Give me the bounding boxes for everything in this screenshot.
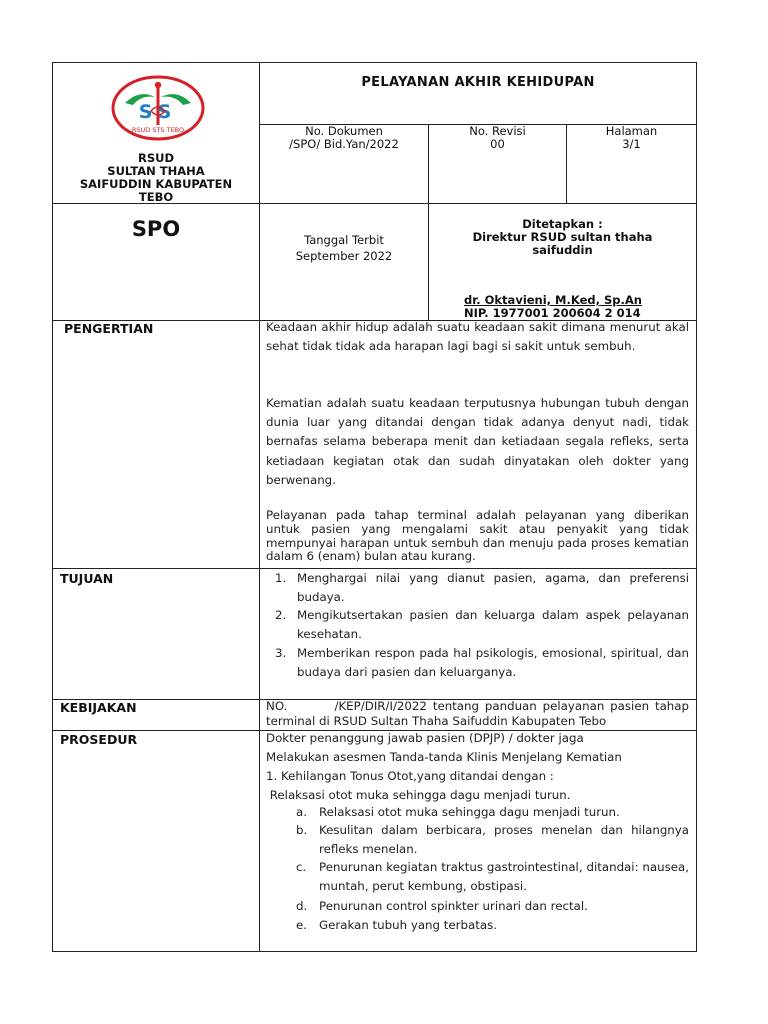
tujuan-item-3-number: 3. xyxy=(275,646,287,660)
tujuan-label: TUJUAN xyxy=(60,571,114,586)
prosedur-line-3: 1. Kehilangan Tonus Otot,yang ditandai dengan : xyxy=(266,769,554,783)
prosedur-item-e-text: Gerakan tubuh yang terbatas. xyxy=(319,918,497,932)
prosedur-label: PROSEDUR xyxy=(60,732,138,747)
prosedur-line-2: Melakukan asesmen Tanda-tanda Klinis Menjelang Kematian xyxy=(266,750,622,764)
prosedur-item-e-letter: e. xyxy=(296,918,308,932)
kebijakan-text: NO. /KEP/DIR/I/2022 tentang panduan pelayanan pasien tahap terminal di RSUD Sultan Thaha Saifuddin Kabupaten Tebo xyxy=(266,699,693,728)
tanggal-terbit-label: Tanggal Terbit xyxy=(304,233,384,247)
prosedur-item-b xyxy=(296,821,689,859)
hospital-name xyxy=(53,152,259,204)
no-dokumen-label: No. Dokumen xyxy=(305,124,383,138)
spo-label: SPO xyxy=(131,217,181,241)
hospital-name-line-1: RSUD xyxy=(137,151,175,165)
no-revisi-cell xyxy=(429,125,566,151)
pengertian-para-3: Pelayanan pada tahap terminal adalah pelayanan yang diberikan untuk pasien yang mengalami sakit atau penyakit yang tidak mempunyai harapan untuk sembuh dan menuju pada proses kematian dalam 6 (enam) bulan atau kurang. xyxy=(266,508,689,564)
prosedur-item-c xyxy=(296,858,689,896)
prosedur-item-d-text: Penurunan control spinkter urinari dan rectal. xyxy=(319,899,588,913)
signer-block xyxy=(464,294,694,319)
kebijakan-label: KEBIJAKAN xyxy=(60,700,137,715)
tujuan-item-2-text: Mengikutsertakan pasien dan keluarga dalam aspek pelayanan kesehatan. xyxy=(297,608,689,641)
tujuan-item-1-number: 1. xyxy=(275,571,287,585)
prosedur-item-a xyxy=(296,803,689,822)
prosedur-item-b-letter: b. xyxy=(296,823,308,837)
no-dokumen-value: /SPO/ Bid.Yan/2022 xyxy=(289,137,399,151)
document-title: PELAYANAN AKHIR KEHIDUPAN xyxy=(361,75,595,90)
pengertian-label: PENGERTIAN xyxy=(64,321,154,336)
prosedur-item-d xyxy=(296,897,689,916)
tujuan-item-3-text: Memberikan respon pada hal psikologis, emosional, spiritual, dan budaya dari pasien dan keluarganya. xyxy=(297,646,689,679)
prosedur-item-d-letter: d. xyxy=(296,899,308,913)
pengertian-para-1: Keadaan akhir hidup adalah suatu keadaan sakit dimana menurut akal sehat tidak tidak ada harapan lagi bagi si sakit untuk sembuh. xyxy=(266,320,689,354)
prosedur-line-4: Relaksasi otot muka sehingga dagu menjadi turun. xyxy=(266,788,571,802)
prosedur-item-e xyxy=(296,916,689,935)
ditetapkan-line-1: Direktur RSUD sultan thaha xyxy=(472,230,653,244)
tujuan-item-1 xyxy=(275,569,689,607)
signer-nip: NIP. 1977001 200604 2 014 xyxy=(464,305,641,320)
hospital-name-line-3: SAIFUDDIN KABUPATEN xyxy=(79,177,233,191)
tujuan-item-2-number: 2. xyxy=(275,608,287,622)
prosedur-item-a-letter: a. xyxy=(296,805,307,819)
no-dokumen-cell xyxy=(260,125,428,151)
halaman-cell xyxy=(567,125,696,151)
no-revisi-label: No. Revisi xyxy=(469,124,526,138)
hospital-name-line-4: TEBO xyxy=(138,190,174,204)
ditetapkan-line-2: saifuddin xyxy=(532,243,593,257)
hospital-name-line-2: SULTAN THAHA xyxy=(107,164,205,178)
signer-name: dr. Oktavieni, M.Ked, Sp.An xyxy=(464,293,642,307)
pengertian-para-2: Kematian adalah suatu keadaan terputusnya hubungan tubuh dengan dunia luar yang ditandai dengan tidak adanya denyut nadi, tidak bernafas selama beberapa menit dan ketiadaan segala refleks, serta ketiadaan kegiatan otak dan sudah dinyatakan oleh dokter yang berwenang. xyxy=(266,396,689,487)
ditetapkan-block xyxy=(429,218,696,257)
prosedur-item-a-text: Relaksasi otot muka sehingga dagu menjadi turun. xyxy=(319,805,620,819)
halaman-value: 3/1 xyxy=(622,137,641,151)
prosedur-item-c-letter: c. xyxy=(296,860,307,874)
ditetapkan-label: Ditetapkan : xyxy=(522,217,603,231)
svg-text:SS: SS xyxy=(138,101,178,123)
tujuan-item-3 xyxy=(275,644,689,682)
prosedur-item-b-text: Kesulitan dalam berbicara, proses menelan dan hilangnya refleks menelan. xyxy=(319,823,689,856)
tanggal-terbit-cell xyxy=(260,232,428,264)
tujuan-item-2 xyxy=(275,606,689,644)
halaman-label: Halaman xyxy=(605,124,658,138)
tujuan-item-1-text: Menghargai nilai yang dianut pasien, agama, dan preferensi budaya. xyxy=(297,571,689,604)
prosedur-line-1: Dokter penanggung jawab pasien (DPJP) / dokter jaga xyxy=(266,731,584,745)
hospital-logo xyxy=(111,75,205,141)
no-revisi-value: 00 xyxy=(490,137,505,151)
tanggal-terbit-value: September 2022 xyxy=(295,249,393,263)
svg-text:RSUD STS TEBO: RSUD STS TEBO xyxy=(131,126,185,134)
prosedur-item-c-text: Penurunan kegiatan traktus gastrointestinal, ditandai: nausea, muntah, perut kembung, obstipasi. xyxy=(319,860,689,893)
